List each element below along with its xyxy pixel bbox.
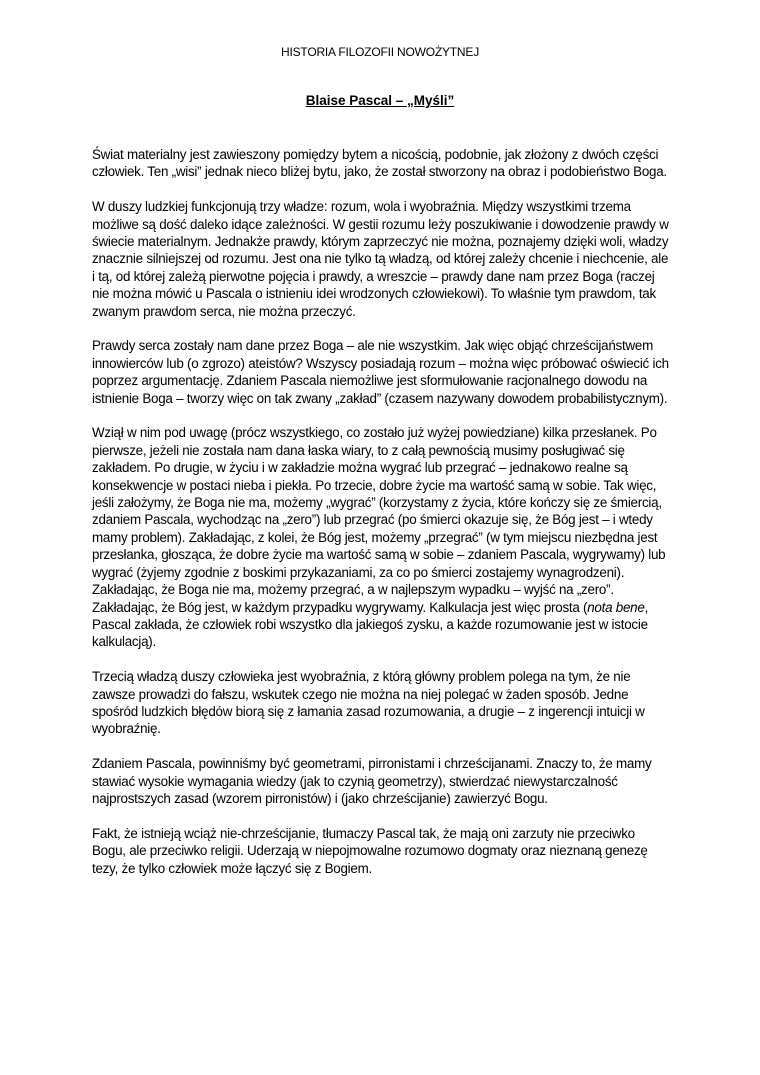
- document-title: Blaise Pascal – „Myśli”: [305, 93, 455, 108]
- paragraph-6: Zdaniem Pascala, powinniśmy być geometrami, pirronistami i chrześcijanami. Znaczy to, że mamy stawiać wysokie wymagania wiedzy (jak to czynią geometrzy), stwierdzać niewystarczalność najprostszych zasad (wzorem pirronistów) i (jako chrześcijanie) zawierzyć Bogu.: [92, 756, 652, 806]
- paragraph-4: [92, 424, 672, 650]
- paragraph-4-text-b: , Pascal zakłada, że człowiek robi wszystko dla jakiegoś zysku, a każde rozumowanie jest w istocie kalkulacją).: [92, 599, 649, 650]
- paragraph-4-text-a: Wziął w nim pod uwagę (prócz wszystkiego, co zostało już wyżej powiedziane) kilka przesłanek. Po pierwsze, jeżeli nie została nam dana łaska wiary, to z całą pewnością musimy posługiwać się zakładem. Po drugie, w życiu i w zakładzie można wygrać lub przegrać – jednakowo realne są konsekwencje w postaci nieba i piekła. Po trzecie, dobre życie ma wartość samą w sobie. Tak więc, jeśli założymy, że Boga nie ma, możemy „wygrać” (korzystamy z życia, które kończy się ze śmiercią, zdaniem Pascala, wychodząc na „zero”) lub przegrać (po śmierci okazuje się, że Bóg jest – i wtedy mamy problem). Zakładając, z kolei, że Bóg jest, możemy „przegrać” (w tym miejscu niezbędna jest przesłanka, głosząca, że dobre życie ma wartość samą w sobie – zdaniem Pascala, wygrywamy) lub wygrać (żyjemy zgodnie z boskimi przykazaniami, za co po śmierci zostajemy wynagrodzeni). Zakładając, że Boga nie ma, możemy przegrać, a w najlepszym wypadku – wyjść na „zero”. Zakładając, że Bóg jest, w każdym przypadku wygrywamy. Kalkulacja jest więc prosta (: [92, 425, 666, 615]
- document-body: [92, 146, 672, 894]
- paragraph-2: W duszy ludzkiej funkcjonują trzy władze: rozum, wola i wyobraźnia. Między wszystkimi trzema możliwe są dość daleko idące zależności. W gestii rozumu leży poszukiwanie i dowodzenie prawdy w świecie materialnym. Jednakże prawdy, którym zaprzeczyć nie można, poznajemy dzięki woli, władzy znacznie silniejszej od rozumu. Jest ona nie tylko tą władzą, od której zależy chcenie i niechcenie, ale i tą, od której zależą pierwotne pojęcia i prawdy, a wreszcie – prawdy dane nam przez Boga (raczej nie można mówić u Pascala o istnieniu idei wrodzonych człowiekowi). To właśnie tym prawdom, tak zwanym prawdom serca, nie można przeczyć.: [92, 199, 669, 319]
- paragraph-3: Prawdy serca zostały nam dane przez Boga – ale nie wszystkim. Jak więc objąć chrześcijaństwem innowierców lub (o zgrozo) ateistów? Wszyscy posiadają rozum – można więc próbować oświecić ich poprzez argumentację. Zdaniem Pascala niemożliwe jest sformułowanie racjonalnego dowodu na istnienie Boga – tworzy więc on tak zwany „zakład” (czasem nazywany dowodem probabilistycznym).: [92, 338, 669, 406]
- paragraph-7: Fakt, że istnieją wciąż nie-chrześcijanie, tłumaczy Pascal tak, że mają oni zarzuty nie przeciwko Bogu, ale przeciwko religii. Uderzają w niepojmowalne rozumowo dogmaty oraz nieznaną genezę tezy, że tylko człowiek może łączyć się z Bogiem.: [92, 825, 648, 876]
- paragraph-1: Świat materialny jest zawieszony pomiędzy bytem a nicością, podobnie, jak złożony z dwóch części człowiek. Ten „wisi” jednak nieco bliżej bytu, jako, że został stworzony na obraz i podobieństwo Boga.: [92, 147, 667, 180]
- paragraph-4-italic: nota bene: [587, 599, 645, 615]
- paragraph-5: Trzecią władzą duszy człowieka jest wyobraźnia, z którą główny problem polega na tym, że nie zawsze prowadzi do fałszu, wskutek czego nie można na niej polegać w żaden sposób. Jedne spośród ludzkich błędów biorą się z łamania zasad rozumowania, a drugie – z ingerencji intuicji w wyobraźnię.: [92, 669, 645, 737]
- running-header: HISTORIA FILOZOFII NOWOŻYTNEJ: [281, 45, 479, 59]
